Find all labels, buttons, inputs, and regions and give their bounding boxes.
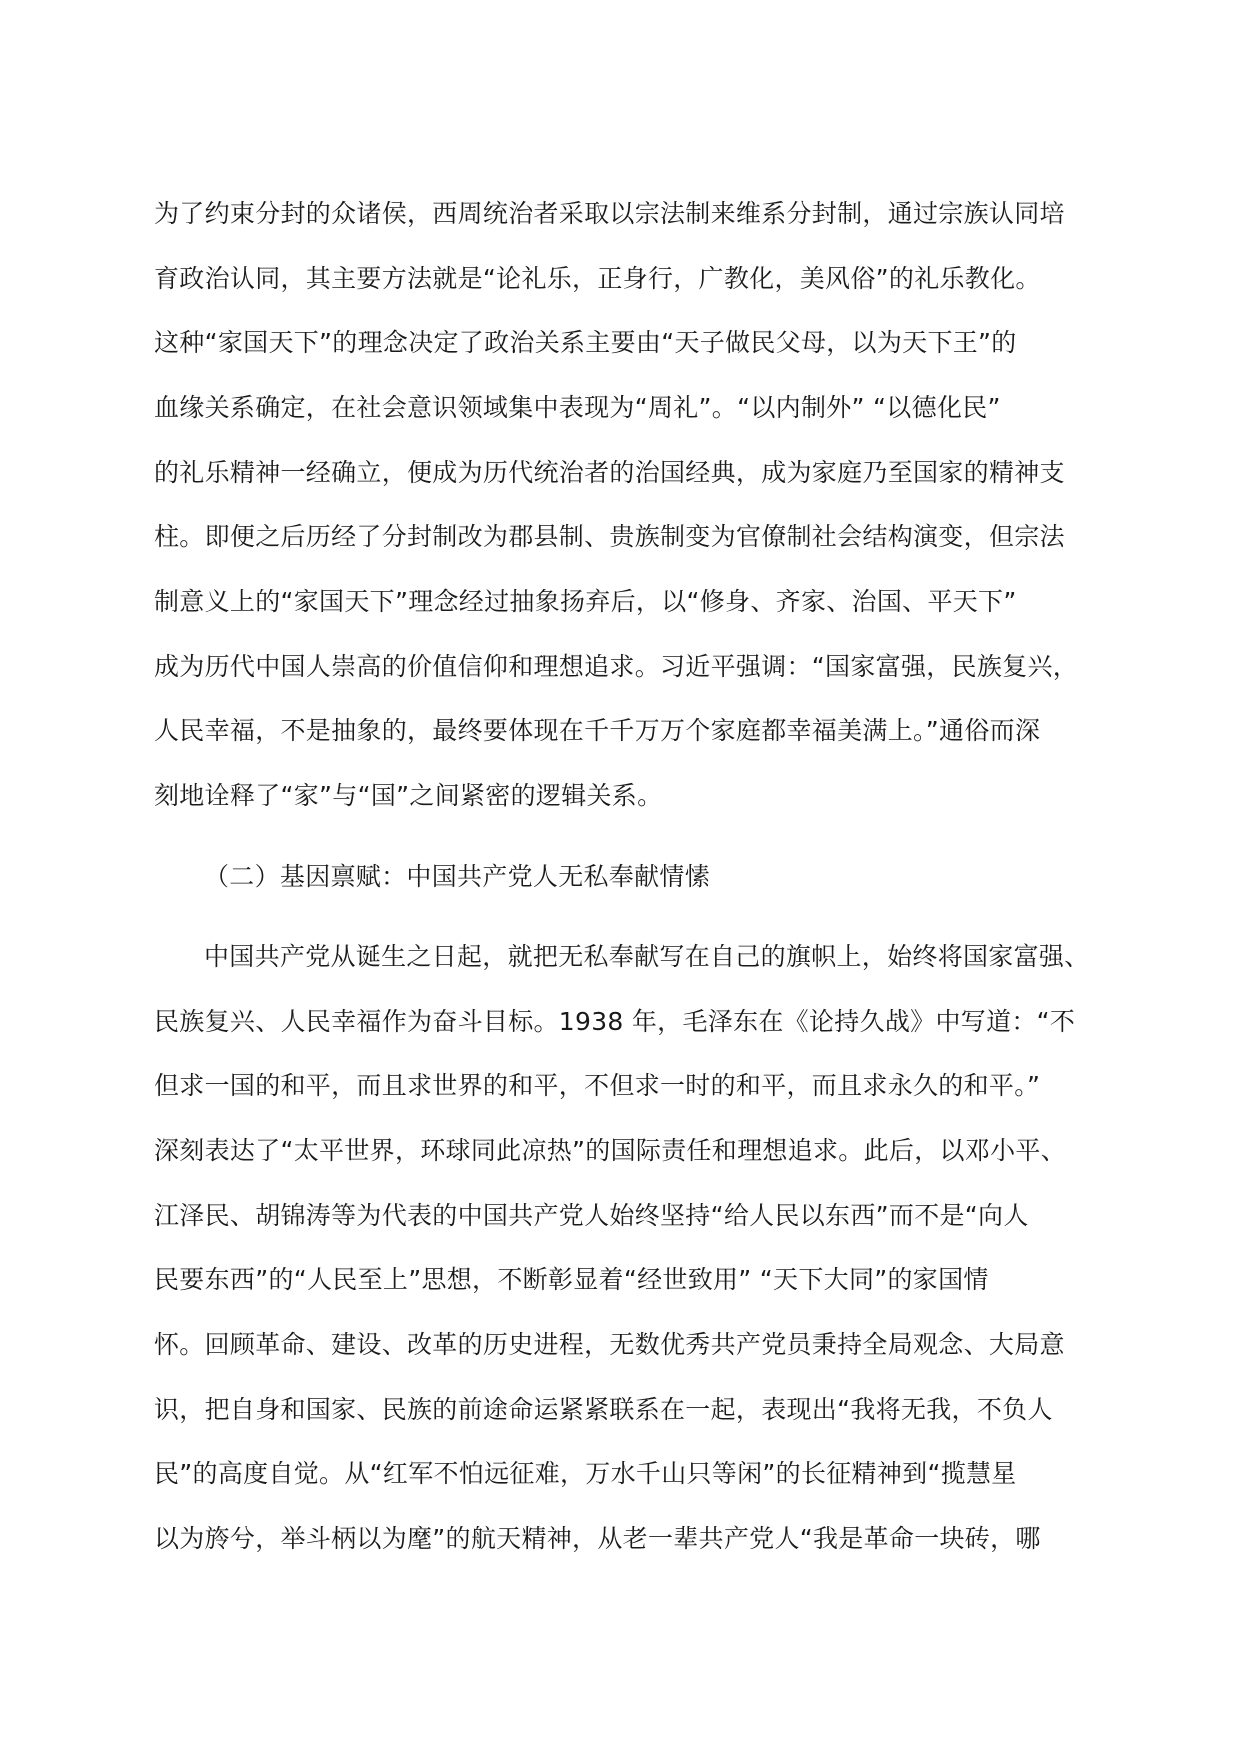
paragraph-1-line-1: 为了约束分封的众诸侯，西周统治者采取以宗法制来维系分封制，通过宗族认同培 [154,199,1065,228]
paragraph-1-line-4: 血缘关系确定，在社会意识领域集中表现为“周礼”。“以内制外” “以德化民” [154,393,1001,422]
paragraph-2-line-9: 民”的高度自觉。从“红军不怕远征难，万水千山只等闲”的长征精神到“揽慧星 [154,1459,1017,1488]
paragraph-2-line-7: 怀。回顾革命、建设、改革的历史进程，无数优秀共产党员秉持全局观念、大局意 [154,1330,1065,1359]
paragraph-1-line-7: 制意义上的“家国天下”理念经过抽象扬弃后，以“修身、齐家、治国、平天下” [154,587,1017,616]
paragraph-2-line-2: 民族复兴、人民幸福作为奋斗目标。1938 年，毛泽东在《论持久战》中写道：“不 [154,1007,1076,1036]
paragraph-1-line-6: 柱。即便之后历经了分封制改为郡县制、贵族制变为官僚制社会结构演变，但宗法 [154,522,1065,551]
paragraph-1-line-8: 成为历代中国人崇高的价值信仰和理想追求。习近平强调：“国家富强，民族复兴， [154,652,1079,681]
paragraph-2-line-4: 深刻表达了“太平世界，环球同此凉热”的国际责任和理想追求。此后，以邓小平、 [154,1136,1067,1165]
paragraph-2-line-3: 但求一国的和平，而且求世界的和平，不但求一时的和平，而且求永久的和平。” [154,1071,1041,1100]
section-heading: （二）基因禀赋：中国共产党人无私奉献情愫 [204,862,711,891]
paragraph-2-line-8: 识，把自身和国家、民族的前途命运紧紧联系在一起，表现出“我将无我，不负人 [154,1395,1053,1424]
paragraph-1-line-2: 育政治认同，其主要方法就是“论礼乐，正身行，广教化，美风俗”的礼乐教化。 [154,264,1041,293]
paragraph-2-line-1: 中国共产党从诞生之日起，就把无私奉献写在自己的旗帜上，始终将国家富强、 [204,942,1090,971]
paragraph-2-line-6: 民要东西”的“人民至上”思想，不断彰显着“经世致用” “天下大同”的家国情 [154,1265,989,1294]
paragraph-1-line-5: 的礼乐精神一经确立，便成为历代统治者的治国经典，成为家庭乃至国家的精神支 [154,458,1065,487]
paragraph-2-line-10: 以为旍兮，举斗柄以为麾”的航天精神，从老一辈共产党人“我是革命一块砖，哪 [154,1524,1041,1553]
paragraph-1-line-3: 这种“家国天下”的理念决定了政治关系主要由“天子做民父母，以为天下王”的 [154,328,1017,357]
paragraph-1-line-10: 刻地诠释了“家”与“国”之间紧密的逻辑关系。 [154,781,663,810]
paragraph-2-line-5: 江泽民、胡锦涛等为代表的中国共产党人始终坚持“给人民以东西”而不是“向人 [154,1201,1029,1230]
paragraph-1-line-9: 人民幸福，不是抽象的，最终要体现在千千万万个家庭都幸福美满上。”通俗而深 [154,716,1041,745]
